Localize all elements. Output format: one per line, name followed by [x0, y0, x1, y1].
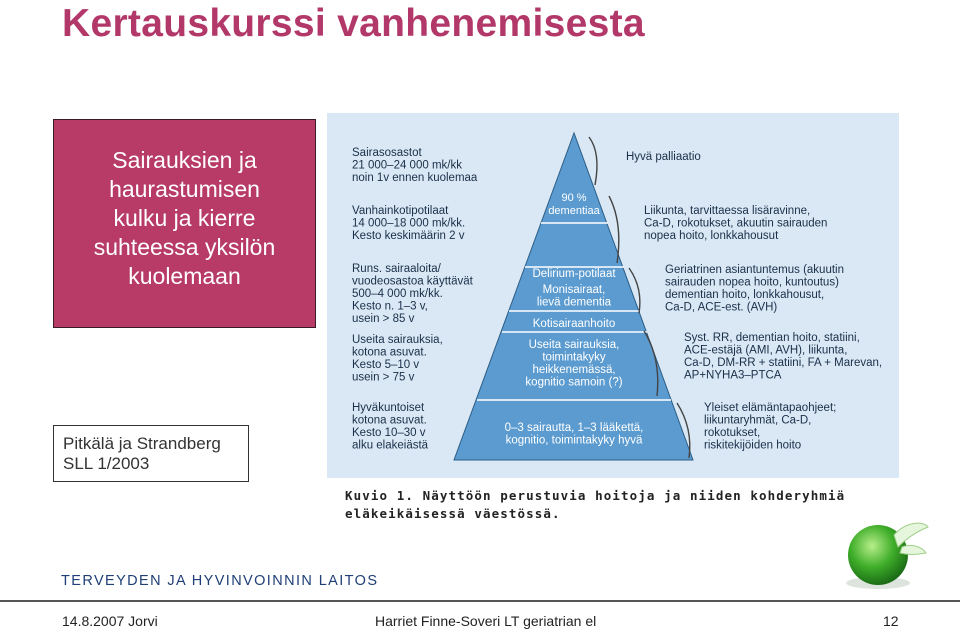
pyramid-label-line: Useita sairauksia,	[528, 339, 620, 351]
left-label-line: vuodeosastoa käyttävät	[352, 275, 473, 288]
summary-line: kuolemaan	[128, 263, 241, 289]
left-label-line: kotona asuvat.	[352, 346, 427, 359]
right-label-line: Geriatrinen asiantuntemus (akuutin	[665, 264, 844, 276]
pyramid-label-line: kognitio, toimintakyky hyvä	[505, 434, 643, 447]
summary-box	[53, 119, 316, 328]
left-label-line: Vanhainkotipotilaat	[352, 205, 449, 217]
left-label-line: noin 1v ennen kuolemaa	[352, 172, 478, 184]
right-label-line: sairauden nopea hoito, kuntoutus)	[665, 276, 839, 289]
pyramid-label-line: Monisairaat,	[542, 284, 606, 296]
right-label-line: rokotukset,	[704, 427, 761, 439]
pyramid-label-line: kognitio samoin (?)	[525, 376, 623, 389]
right-label-line: Hyvä palliaatio	[626, 151, 701, 163]
pyramid-diagram	[327, 113, 899, 478]
footer	[0, 600, 960, 635]
footer-page-number: 12	[883, 613, 899, 629]
left-label-line: usein > 85 v	[352, 313, 415, 325]
reference-box	[53, 425, 249, 482]
figure-caption	[345, 487, 845, 523]
right-label-line: dementian hoito, lonkkahousut,	[665, 289, 825, 301]
institution-name: TERVEYDEN JA HYVINVOINNIN LAITOS	[61, 573, 379, 589]
caption-line: eläkeikäisessä väestössä.	[345, 506, 561, 521]
left-label-line: usein > 75 v	[352, 371, 415, 384]
right-label-line: AP+NYHA3–PTCA	[684, 369, 782, 382]
right-label-line: riskitekijöiden hoito	[704, 439, 802, 452]
reference-line: SLL 1/2003	[63, 454, 150, 473]
right-label-line: Ca-D, ACE-est. (AVH)	[665, 301, 778, 314]
left-label-line: Sairasosastot	[352, 147, 422, 159]
page-title: Kertauskurssi vanhenemisesta	[62, 2, 645, 45]
right-label-line: Ca-D, DM-RR + statiini, FA + Marevan,	[684, 357, 883, 369]
right-label-line: Yleiset elämäntapaohjeet;	[704, 402, 837, 414]
left-label-line: kotona asuvat.	[352, 414, 427, 427]
right-label-line: ACE-estäjä (AMI, AVH), liikunta,	[684, 344, 848, 357]
pyramid-label-line: lievä dementia	[536, 296, 612, 309]
right-label-line: liikuntaryhmät, Ca-D,	[704, 414, 812, 427]
pyramid-label-line: toimintakyky	[542, 351, 606, 364]
left-label-line: alku elakeiästä	[352, 439, 429, 452]
left-label-line: 14 000–18 000 mk/kk.	[352, 217, 466, 230]
pyramid-label-line: 90 %	[561, 192, 587, 204]
pyramid-label-line: Delirium-potilaat	[532, 268, 616, 280]
left-label-line: Useita sairauksia,	[352, 334, 443, 346]
reference-line: Pitkälä ja Strandberg	[63, 434, 221, 453]
right-label-line: Ca-D, rokotukset, akuutin sairauden	[644, 217, 828, 230]
summary-line: suhteessa yksilön	[93, 234, 276, 260]
pyramid-label-line: heikkenemässä,	[532, 364, 616, 376]
caption-line: Kuvio 1. Näyttöön perustuvia hoitoja ja niiden kohderyhmiä	[345, 488, 846, 503]
footer-date: 14.8.2007 Jorvi	[62, 613, 158, 629]
left-label-line: 500–4 000 mk/kk.	[352, 288, 443, 300]
left-labels	[352, 147, 478, 452]
summary-line: kulku ja kierre	[113, 205, 256, 231]
summary-line: Sairauksien ja	[112, 147, 257, 173]
pyramid-label-line: Kotisairaanhoito	[532, 318, 616, 330]
right-label-line: Syst. RR, dementian hoito, statiini,	[684, 332, 860, 344]
left-label-line: 21 000–24 000 mk/kk	[352, 159, 462, 172]
pyramid-label-line: 0–3 sairautta, 1–3 lääkettä,	[504, 422, 644, 434]
left-label-line: Hyväkuntoiset	[352, 402, 425, 414]
left-label-line: Runs. sairaaloita/	[352, 263, 441, 275]
pyramid-label-line: dementiaa	[548, 205, 600, 217]
right-label-line: nopea hoito, lonkkahousut	[644, 230, 779, 242]
right-label-line: Liikunta, tarvittaessa lisäravinne,	[644, 205, 811, 217]
left-label-line: Kesto n. 1–3 v,	[352, 300, 428, 313]
leaf-logo-icon	[832, 517, 932, 595]
left-label-line: Kesto keskimäärin 2 v	[352, 230, 465, 242]
summary-line: haurastumisen	[109, 176, 260, 202]
left-label-line: Kesto 10–30 v	[352, 427, 426, 439]
pyramid-figure	[327, 113, 899, 478]
left-label-line: Kesto 5–10 v	[352, 359, 420, 371]
footer-author: Harriet Finne-Soveri LT geriatrian el	[375, 613, 597, 629]
